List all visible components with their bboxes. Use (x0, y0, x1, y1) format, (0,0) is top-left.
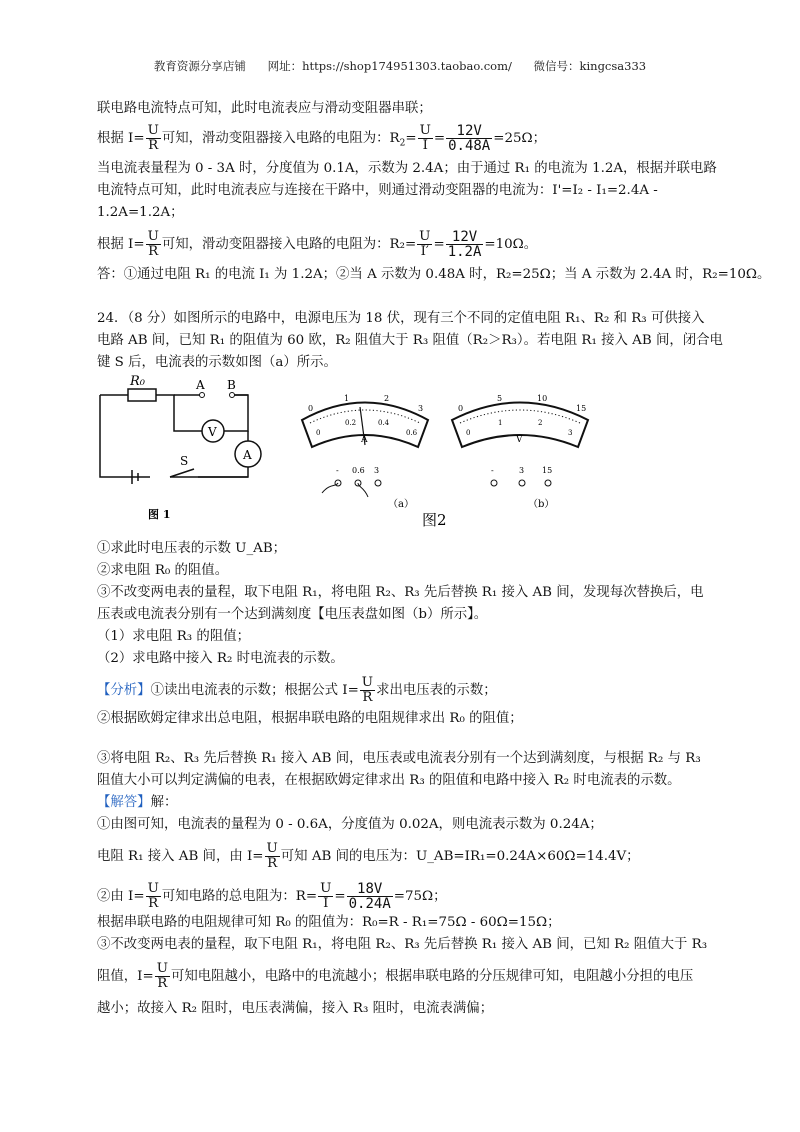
shop-name: 教育资源分享店铺 (153, 59, 246, 73)
fraction: $\frac{U}{R}$ (266, 841, 278, 871)
fraction: $\frac{12V}{0.48A}$ (448, 123, 491, 154)
svg-text:A: A (361, 435, 368, 445)
fraction: $\frac{18V}{0.24A}$ (348, 881, 391, 912)
svg-text:0.2: 0.2 (345, 419, 357, 427)
text-line: 当电流表量程为 0 - 3A 时，分度值为 0.1A，示数为 2.4A；由于通过 R₁ 的电流为 1.2A，根据并联电路 (97, 161, 717, 176)
svg-text:0: 0 (308, 404, 314, 413)
label-a: A (196, 378, 205, 392)
svg-text:3: 3 (568, 429, 573, 437)
svg-text:V: V (516, 435, 523, 445)
solution-line: 越小；故接入 R₂ 阻时，电压表满偏，接入 R₃ 阻时，电流表满偏； (97, 1001, 494, 1016)
formula-line: 根据 I= $\frac{U}{R}$ 可知，滑动变阻器接入电路的电阻为：R₂= $\frac{U}{I'}$ = $\frac{12V}{1.2A}$ =10Ω。 (97, 229, 538, 260)
sub-question: ①求此时电压表的示数 U_AB； (97, 541, 287, 556)
svg-text:0: 0 (316, 429, 321, 437)
svg-text:0.6: 0.6 (352, 466, 365, 475)
text-line: 电路 AB 间，已知 R₁ 的阻值为 60 欧，R₂ 阻值大于 R₃ 阻值（R₂＞R₃）。若电阻 R₁ 接入 AB 间，闭合电 (97, 333, 723, 348)
caption-a: （a） (388, 499, 414, 510)
solution-line: 电阻 R₁ 接入 AB 间，由 I= $\frac{U}{R}$ 可知 AB 间的电压为：U_AB=IR₁=0.24A×60Ω=14.4V； (97, 841, 640, 871)
fraction: $\frac{U}{R}$ (156, 961, 168, 991)
svg-text:0.6: 0.6 (406, 429, 418, 437)
ammeter-dial (302, 394, 428, 497)
wechat-id: 微信号：kingcsa333 (533, 59, 647, 73)
terminal-b (230, 393, 235, 398)
svg-text:15: 15 (576, 404, 587, 413)
fraction: $\frac{U}{R}$ (361, 675, 374, 705)
text-line: 联电路电流特点可知，此时电流表应与滑动变阻器串联； (97, 101, 432, 116)
analysis-line: ②根据欧姆定律求出总电阻，根据串联电路的电阻规律求出 R₀ 的阻值； (97, 711, 523, 726)
svg-text:0.4: 0.4 (378, 419, 390, 427)
svg-text:1: 1 (344, 394, 350, 403)
formula-line: 根据 I= $\frac{U}{R}$ 可知，滑动变阻器接入电路的电阻为：$R_2=$ $\frac{U}{I}$ = $\frac{12V}{0.48A}$ =25Ω； (97, 123, 547, 154)
svg-text:0: 0 (466, 429, 471, 437)
svg-text:1: 1 (498, 419, 503, 427)
sub-question: （1）求电阻 R₃ 的阻值； (97, 629, 250, 644)
shop-url[interactable]: 网址：https://shop174951303.taobao.com/ (267, 59, 512, 73)
svg-text:-: - (491, 466, 494, 475)
fraction: $\frac{U}{R}$ (147, 229, 159, 259)
svg-text:2: 2 (538, 419, 543, 427)
svg-text:3: 3 (374, 466, 380, 475)
fig1-caption: 图 1 (148, 508, 171, 521)
page-header (0, 58, 800, 74)
fraction: $\frac{12V}{1.2A}$ (447, 229, 482, 260)
solution-line: ②由 I= $\frac{U}{R}$ 可知电路的总电阻为：R= $\frac{U}{I}$ = $\frac{18V}{0.24A}$ =75Ω； (97, 881, 447, 912)
sub-question: ③不改变两电表的量程，取下电阻 R₁，将电阻 R₂、R₃ 先后替换 R₁ 接入 AB 间，发现每次替换后，电 (97, 585, 704, 600)
analysis-line: 【分析】①读出电流表的示数；根据公式 I= $\frac{U}{R}$ 求出电压表的示数； (97, 675, 497, 705)
answer-line: 答：①通过电阻 R₁ 的电流 I₁ 为 1.2A；②当 A 示数为 0.48A 时，R₂=25Ω；当 A 示数为 2.4A 时，R₂=10Ω。 (97, 267, 771, 282)
fraction: $\frac{U}{I}$ (320, 881, 332, 911)
svg-text:3: 3 (519, 466, 525, 475)
fraction: $\frac{U}{I'}$ (419, 229, 431, 259)
sub-question: （2）求电路中接入 R₂ 时电流表的示数。 (97, 651, 344, 666)
voltmeter-dial (452, 394, 588, 486)
sub-question: ②求电阻 R₀ 的阻值。 (97, 563, 229, 578)
sub-question: 压表或电流表分别有一个达到满刻度【电压表盘如图（b）所示】。 (97, 607, 488, 622)
text-line: 1.2A=1.2A； (97, 205, 184, 220)
terminal-a (200, 393, 205, 398)
solution-line: ③不改变两电表的量程，取下电阻 R₁，将电阻 R₂、R₃ 先后替换 R₁ 接入 AB 间，已知 R₂ 阻值大于 R₃ (97, 937, 708, 952)
label-v: V (208, 425, 217, 439)
solution-heading: 【解答】解： (97, 795, 178, 810)
circuit-figure (90, 375, 690, 535)
label-s: S (180, 454, 189, 468)
label-ammeter: A (243, 448, 252, 462)
svg-text:-: - (336, 466, 339, 475)
solution-line: ①由图可知，电流表的量程为 0 - 0.6A，分度值为 0.02A，则电流表示数为 0.24A； (97, 817, 603, 832)
analysis-line: 阻值大小可以判定满偏的电表，在根据欧姆定律求出 R₃ 的阻值和电路中接入 R₂ 时电流表的示数。 (97, 773, 681, 788)
svg-text:2: 2 (384, 394, 390, 403)
switch-s (170, 469, 194, 477)
svg-text:10: 10 (537, 394, 548, 403)
analysis-tag: 【分析】 (97, 683, 151, 698)
svg-text:0: 0 (458, 404, 464, 413)
text-line: 键 S 后，电流表的示数如图（a）所示。 (97, 355, 337, 370)
fraction: $\frac{U}{I}$ (419, 123, 431, 153)
text-line: 电流特点可知，此时电流表应与连接在干路中，则通过滑动变阻器的电流为：I'=I₂ - I₁=2.4A - (97, 183, 658, 198)
circuit-diagram (100, 389, 261, 484)
solution-line: 阻值，I= $\frac{U}{R}$ 可知电阻越小，电路中的电流越小；根据串联电路的分压规律可知，电阻越小分担的电压 (97, 961, 694, 991)
svg-text:5: 5 (497, 394, 503, 403)
caption-b: （b） (528, 499, 555, 510)
fraction: $\frac{U}{R}$ (147, 123, 159, 153)
resistor-r0 (128, 389, 156, 401)
label-r0: R₀ (130, 375, 145, 389)
solution-tag: 【解答】 (97, 795, 151, 810)
svg-text:3: 3 (418, 404, 424, 413)
label-b: B (227, 378, 236, 392)
analysis-line: ③将电阻 R₂、R₃ 先后替换 R₁ 接入 AB 间，电压表或电流表分别有一个达到满刻度，与根据 R₂ 与 R₃ (97, 751, 701, 766)
solution-line: 根据串联电路的电阻规律可知 R₀ 的阻值为：R₀=R - R₁=75Ω - 60Ω=15Ω； (97, 915, 561, 930)
fraction: $\frac{U}{R}$ (147, 881, 159, 911)
svg-text:15: 15 (542, 466, 553, 475)
question-title: 24．（8 分）如图所示的电路中，电源电压为 18 伏，现有三个不同的定值电阻 R₁、R₂ 和 R₃ 可供接入 (97, 311, 705, 326)
fig2-caption: 图2 (422, 511, 447, 529)
